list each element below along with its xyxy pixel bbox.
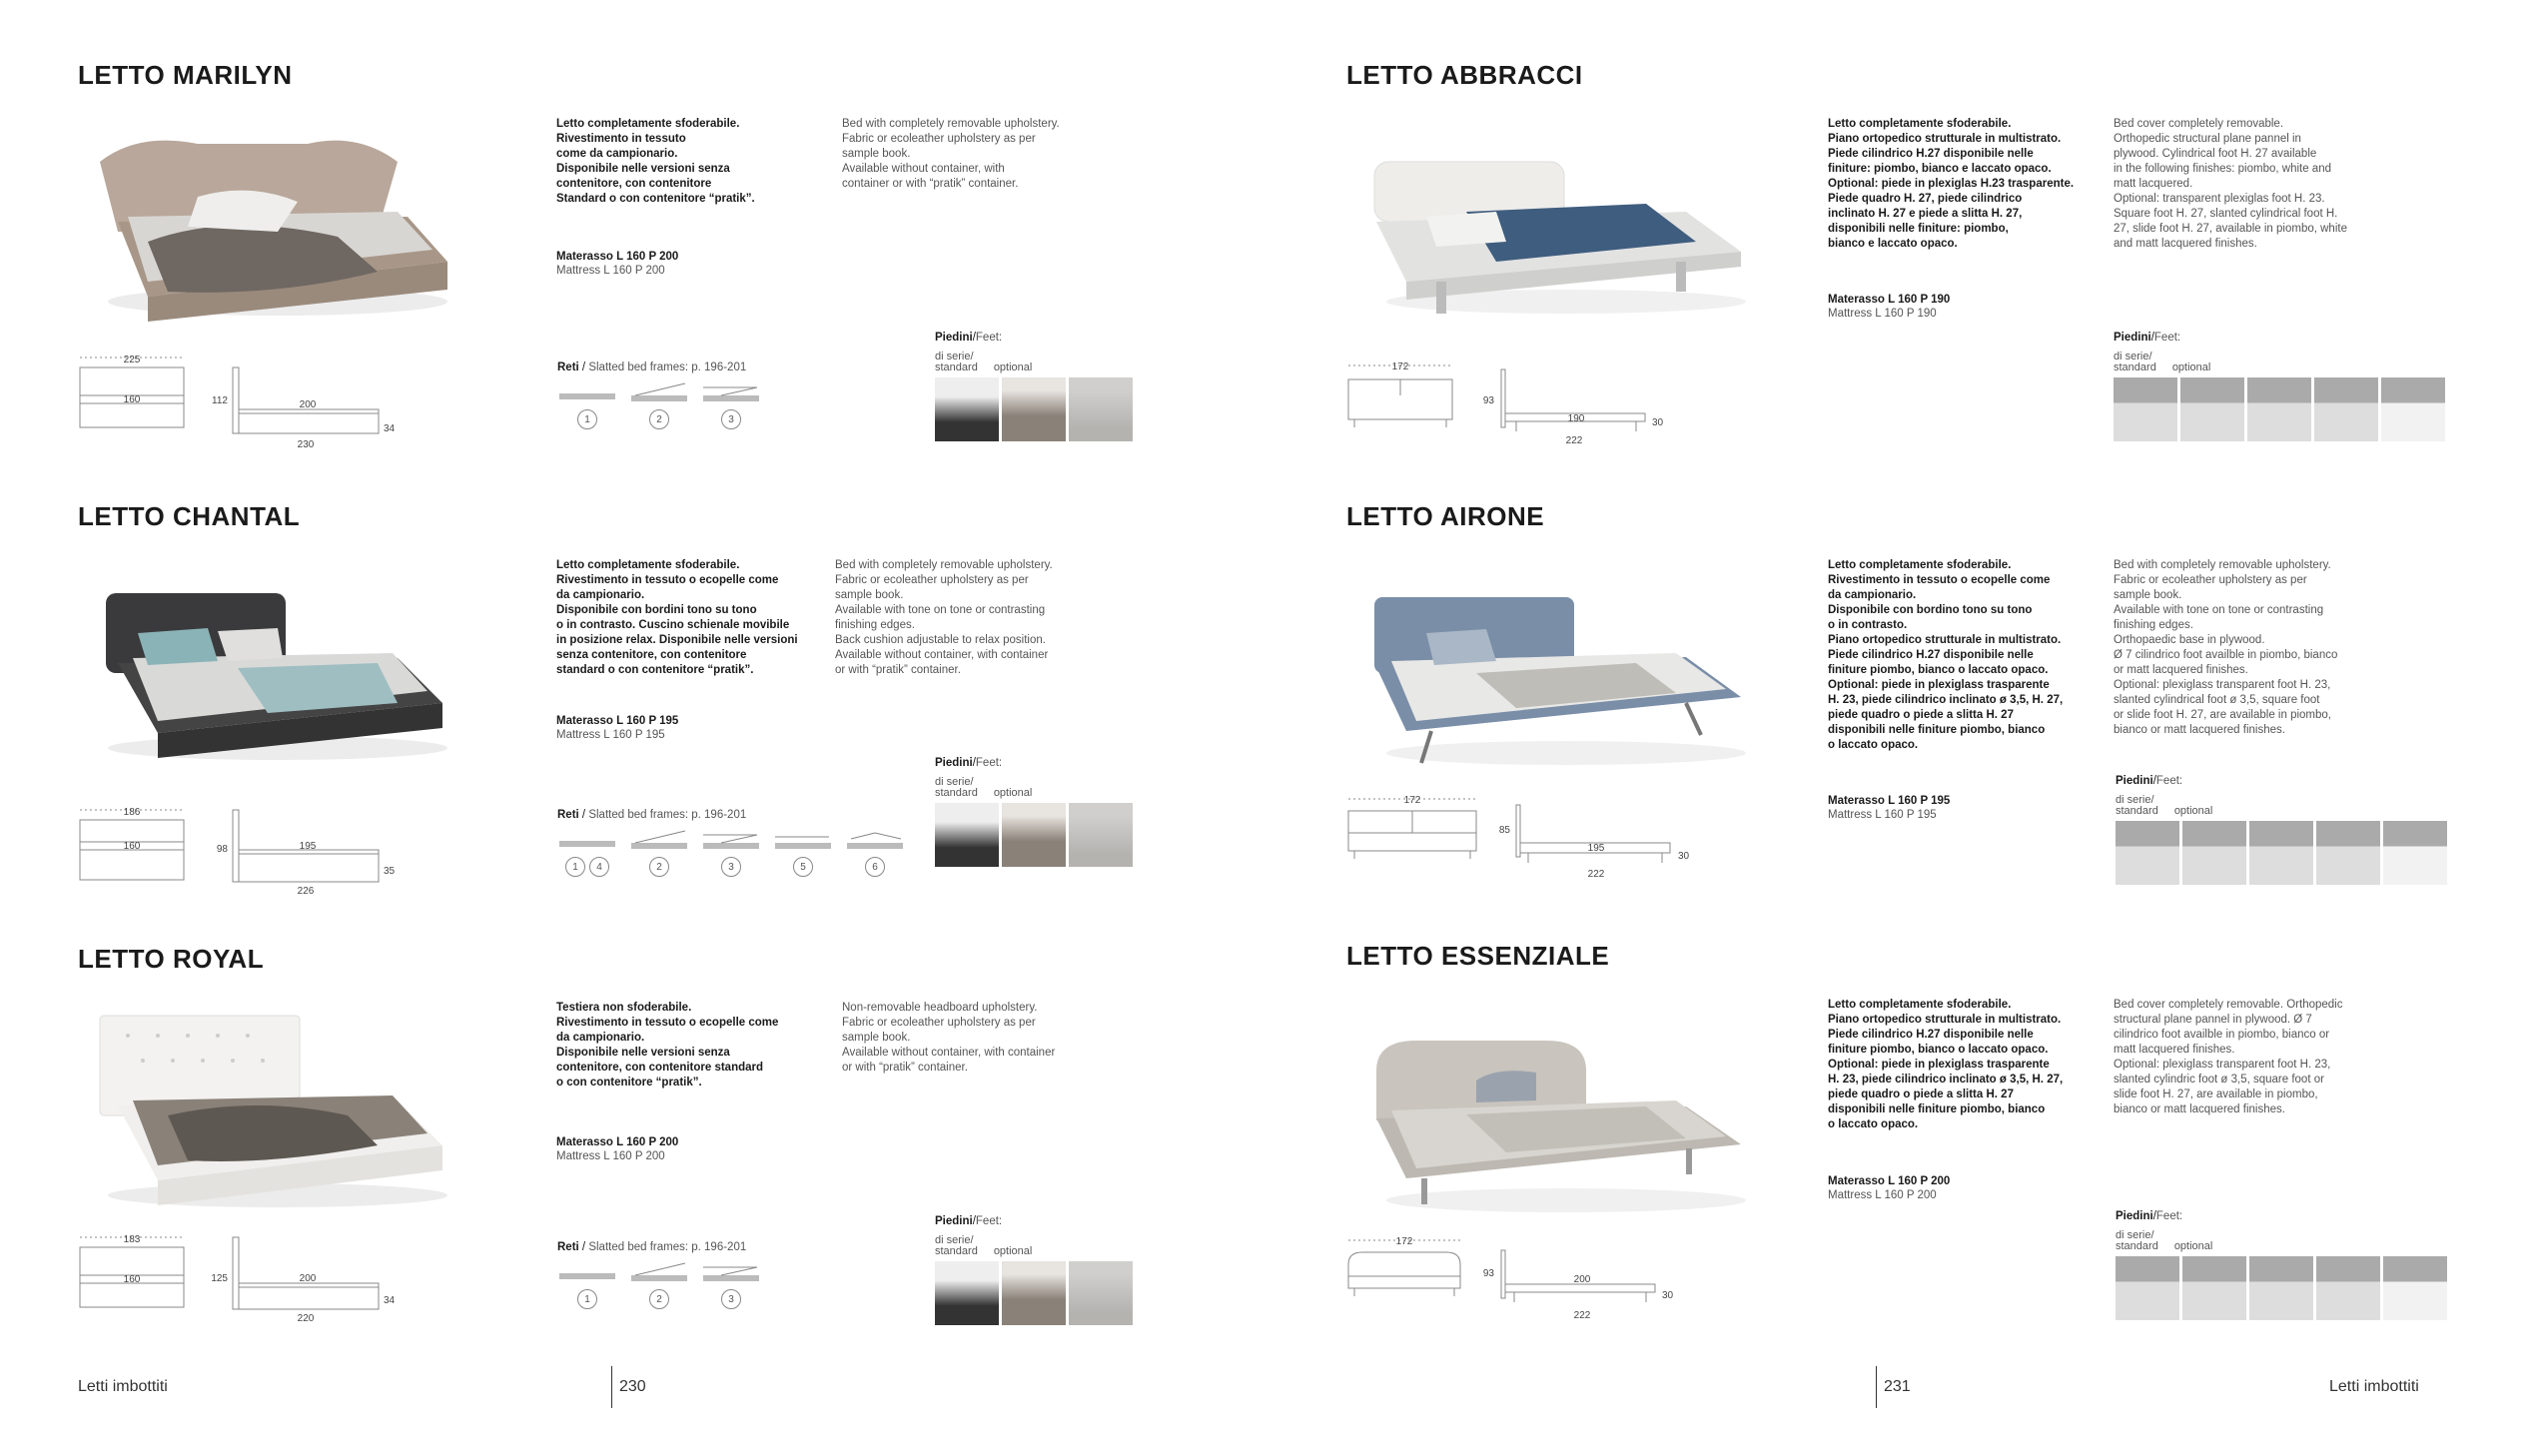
- frame-option: [845, 829, 905, 877]
- dim-inner-width: 160: [123, 841, 141, 852]
- foot-swatch-optional: [1002, 803, 1066, 867]
- product-title: LETTO AIRONE: [1346, 501, 1545, 531]
- feet-options: Piedini/Feet: di serie/ standard optional: [935, 1215, 1265, 1325]
- mattress-it: Materasso L 160 P 190: [1828, 294, 1951, 306]
- dim-side-height: 98: [216, 844, 228, 855]
- english-description: Bed with completely removable upholstery. Fabric or ecoleather upholstery as per sample book. Available with tone on tone or contrasting finishing edges. Back cushion adjustable to relax position. Available without container, with container or with “pratik” container.: [835, 559, 1053, 676]
- foot-swatch-standard: [2116, 1256, 2179, 1320]
- mattress-it: Materasso L 160 P 200: [1828, 1175, 1951, 1187]
- dimension-drawings: [1346, 793, 1746, 883]
- dim-side-inner: 200: [1573, 1274, 1591, 1285]
- frame-number: 1: [577, 1289, 597, 1309]
- mattress-en: Mattress L 160 P 195: [556, 729, 665, 741]
- feet-label: Piedini: [2116, 1210, 2153, 1222]
- bed-photo-chantal: [78, 563, 457, 773]
- feet-label-en: Feet:: [2155, 775, 2183, 787]
- page-number-left: 230: [619, 1378, 646, 1395]
- frame-option: [629, 829, 689, 877]
- foot-swatch-optional: [1002, 1261, 1066, 1325]
- feet-label-en: Feet:: [2153, 332, 2181, 344]
- product-title: LETTO ABBRACCI: [1346, 60, 1583, 90]
- dim-top-width: 186: [123, 807, 141, 818]
- feet-label: Piedini: [2114, 332, 2151, 344]
- frame-number: 4: [589, 857, 609, 877]
- dim-side-right: 35: [384, 866, 396, 877]
- dimension-drawings: [1346, 1232, 1746, 1322]
- feet-standard-label: di serie/ standard: [935, 351, 978, 373]
- bed-photo-royal: [78, 1006, 457, 1215]
- product-title: LETTO ROYAL: [78, 944, 265, 974]
- feet-standard-label: di serie/ standard: [2116, 794, 2158, 817]
- page-divider-left: [611, 1366, 612, 1408]
- dim-top-width: 172: [1403, 795, 1421, 806]
- foot-swatch-optional: [2383, 1256, 2447, 1320]
- product-title: LETTO ESSENZIALE: [1346, 941, 1610, 971]
- dim-side-length: 220: [297, 1313, 315, 1324]
- reti-text: Slatted bed frames: p. 196-201: [588, 809, 747, 821]
- dim-side-height: 85: [1498, 825, 1510, 836]
- mattress-en: Mattress L 160 P 190: [1828, 308, 1937, 320]
- bed-photo-marilyn: [78, 122, 457, 332]
- mattress-info: [1828, 293, 1950, 321]
- mattress-info: [556, 1135, 678, 1163]
- frame-option: [701, 1261, 761, 1309]
- frame-option: [557, 829, 617, 877]
- reti-text: Slatted bed frames: p. 196-201: [588, 362, 747, 373]
- dim-side-inner: 195: [299, 841, 317, 852]
- foot-swatch-optional: [2383, 821, 2447, 885]
- frame-number: 3: [721, 1289, 741, 1309]
- foot-swatch-optional: [1069, 803, 1133, 867]
- foot-swatch-optional: [2182, 821, 2246, 885]
- dim-side-length: 222: [1573, 1310, 1591, 1321]
- english-description: Bed cover completely removable. Orthopedic structural plane pannel in plywood. Ø 7 cilindrico foot availble in piombo, bianco or matt lacquered finishes. Optional: plexiglass transparent foot H. 23, slanted cylindric foot ø 3,5, square foot or slide foot H. 27, are available in piombo, bianco or matt lacquered finishes.: [2114, 999, 2343, 1115]
- reti-label: Reti: [557, 1241, 579, 1253]
- foot-swatch-standard: [935, 1261, 999, 1325]
- page-number-right: 231: [1884, 1378, 1911, 1395]
- product-chantal: [78, 501, 1276, 921]
- mattress-en: Mattress L 160 P 195: [1828, 809, 1937, 821]
- feet-standard-label: di serie/ standard: [935, 1234, 978, 1257]
- frame-number: 2: [649, 1289, 669, 1309]
- dim-side-height: 93: [1482, 395, 1494, 406]
- dim-top-width: 183: [123, 1234, 141, 1245]
- frame-number: 6: [865, 857, 885, 877]
- italian-description: Letto completamente sfoderabile. Rivestimento in tessuto o ecopelle come da campionario. Disponibile con bordino tono su tono o in contrasto. Piano ortopedico strutturale in multistrato. Piede cilindrico H.27 disponibile nelle finiture piombo, bianco o laccato opaco. Optional: piede in plexiglass trasparente H. 23, piede cilindrico inclinato ø 3,5, H. 27, piede quadro o piede a slitta H. 27 disponibili nelle finiture piombo, bianco o laccato opaco.: [1828, 559, 2064, 751]
- foot-swatch-optional: [1002, 377, 1066, 441]
- dim-side-length: 226: [297, 886, 315, 897]
- foot-swatch-optional: [1069, 377, 1133, 441]
- feet-optional-label: optional: [993, 1245, 1033, 1257]
- product-abbracci: [1346, 60, 2545, 479]
- dim-side-inner: 190: [1567, 413, 1585, 424]
- feet-options: Piedini/Feet: di serie/ standard optional: [935, 757, 1265, 867]
- feet-label: Piedini: [935, 1215, 973, 1227]
- english-description: Non-removable headboard upholstery. Fabric or ecoleather upholstery as per sample book. Available without container, with container or with “pratik” container.: [842, 1002, 1056, 1074]
- reti-label: Reti: [557, 809, 579, 821]
- frame-number: 2: [649, 857, 669, 877]
- dim-side-height: 112: [212, 395, 228, 406]
- frame-option: [701, 381, 761, 429]
- feet-label: Piedini: [935, 757, 973, 769]
- slatted-frames: Reti / Slatted bed frames: p. 196-201 1 4 2 3 5 6: [557, 809, 917, 877]
- frame-number: 2: [649, 409, 669, 429]
- dim-side-height: 93: [1482, 1268, 1494, 1279]
- foot-swatch-standard: [2114, 377, 2177, 441]
- slatted-frames: Reti / Slatted bed frames: p. 196-201 1 2 3: [557, 1241, 877, 1309]
- frame-number: 3: [721, 857, 741, 877]
- frame-option: [773, 829, 833, 877]
- footer-section-left: Letti imbottiti: [78, 1378, 168, 1395]
- dim-side-inner: 200: [299, 1273, 317, 1284]
- dim-side-inner: 195: [1587, 843, 1605, 854]
- mattress-it: Materasso L 160 P 195: [556, 715, 679, 727]
- reti-text: Slatted bed frames: p. 196-201: [588, 1241, 747, 1253]
- product-title: LETTO CHANTAL: [78, 501, 301, 531]
- dim-side-right: 30: [1662, 1290, 1674, 1301]
- feet-optional-label: optional: [993, 362, 1033, 373]
- feet-optional-label: optional: [993, 787, 1033, 799]
- frame-option: [701, 829, 761, 877]
- mattress-en: Mattress L 160 P 200: [556, 1150, 665, 1162]
- feet-optional-label: optional: [2171, 362, 2211, 373]
- frame-number: 3: [721, 409, 741, 429]
- italian-description: Letto completamente sfoderabile. Piano ortopedico strutturale in multistrato. Piede cilindrico H.27 disponibile nelle finiture piombo, bianco o laccato opaco. Optional: piede in plexiglass trasparente H. 23, piede cilindrico inclinato ø 3,5, H. 27, piede quadro o piede a slitta H. 27 disponibili nelle finiture piombo, bianco o laccato opaco.: [1828, 999, 2064, 1130]
- english-description: Bed cover completely removable. Orthopedic structural plane pannel in plywood. Cylindrical foot H. 27 available in the following finishes: piombo, white and matt lacquered. Optional: transparent plexiglas foot H. 23. Square foot H. 27, slanted cylindrical foot H. 27, slide foot H. 27, available in piombo, white and matt lacquered finishes.: [2114, 118, 2347, 250]
- dim-side-right: 30: [1652, 417, 1664, 428]
- foot-swatch-optional: [2381, 377, 2445, 441]
- italian-description: Letto completamente sfoderabile. Rivestimento in tessuto come da campionario. Disponibile nelle versioni senza contenitore, con contenitore Standard o con contenitore “pratik”.: [556, 118, 755, 205]
- mattress-info: [556, 250, 678, 278]
- italian-description: Letto completamente sfoderabile. Piano ortopedico strutturale in multistrato. Piede cilindrico H.27 disponibile nelle finiture: piombo, bianco e laccato opaco. Optional: piede in plexiglas H.23 trasparente. Piede quadro H. 27, piede cilindrico inclinato H. 27 e piede a slitta H. 27, disponibili nelle finiture: piombo, bianco e laccato opaco.: [1828, 118, 2075, 250]
- dim-top-width: 172: [1395, 1236, 1413, 1247]
- foot-swatch-optional: [2247, 377, 2311, 441]
- mattress-en: Mattress L 160 P 200: [1828, 1189, 1937, 1201]
- english-description: Bed with completely removable upholstery. Fabric or ecoleather upholstery as per sample book. Available with tone on tone or contrasting finishing edges. Orthopaedic base in plywood. Ø 7 cilindrico foot availble in piombo, bianco or matt lacquered finishes. Optional: plexiglass transparent foot H. 23, slanted cylindrical foot ø 3,5, square foot or slide foot H. 27, are available in piombo, bianco or matt lacquered finishes.: [2114, 559, 2338, 736]
- product-marilyn: [78, 60, 1276, 479]
- dimension-drawings: [1346, 356, 1746, 445]
- bed-photo-essenziale: [1346, 1011, 1756, 1220]
- mattress-it: Materasso L 160 P 200: [556, 1136, 679, 1148]
- feet-optional-label: optional: [2173, 805, 2213, 817]
- product-title: LETTO MARILYN: [78, 60, 293, 90]
- frame-option: [557, 1261, 617, 1309]
- foot-swatch-optional: [2316, 821, 2380, 885]
- foot-swatch-standard: [935, 377, 999, 441]
- dim-side-length: 230: [297, 439, 315, 450]
- frame-number: 1: [577, 409, 597, 429]
- product-airone: [1346, 501, 2545, 921]
- mattress-en: Mattress L 160 P 200: [556, 265, 665, 277]
- dim-top-width: 172: [1391, 362, 1409, 372]
- frame-number: 1: [565, 857, 585, 877]
- feet-label-en: Feet:: [975, 332, 1003, 344]
- frame-option: [629, 381, 689, 429]
- italian-description: Letto completamente sfoderabile. Rivestimento in tessuto o ecopelle come da campionario. Disponibile con bordini tono su tono o in contrasto. Cuscino schienale movibile in posizione relax. Disponibile nelle versioni senza contenitore, con contenitore standard o con contenitore “pratik”.: [556, 559, 798, 676]
- english-description: Bed with completely removable upholstery. Fabric or ecoleather upholstery as per sample book. Available without container, with container or with “pratik” container.: [842, 118, 1060, 190]
- frame-option: [629, 1261, 689, 1309]
- foot-swatch-optional: [2316, 1256, 2380, 1320]
- mattress-it: Materasso L 160 P 200: [556, 251, 679, 263]
- foot-swatch-optional: [2180, 377, 2244, 441]
- feet-label: Piedini: [2116, 775, 2153, 787]
- feet-standard-label: di serie/ standard: [935, 776, 978, 799]
- italian-description: Testiera non sfoderabile. Rivestimento in tessuto o ecopelle come da campionario. Disponibile nelle versioni senza contenitore, con contenitore standard o con contenitore “pratik”.: [556, 1002, 779, 1089]
- foot-swatch-optional: [2314, 377, 2378, 441]
- feet-label-en: Feet:: [975, 1215, 1003, 1227]
- mattress-it: Materasso L 160 P 195: [1828, 795, 1951, 807]
- dim-side-height: 125: [211, 1273, 228, 1284]
- foot-swatch-optional: [1069, 1261, 1133, 1325]
- dim-inner-width: 160: [123, 1274, 141, 1285]
- mattress-info: [1828, 1174, 1950, 1202]
- reti-label: Reti: [557, 362, 579, 373]
- top-view-drawing: [80, 358, 184, 427]
- dim-side-length: 222: [1587, 869, 1605, 880]
- foot-swatch-standard: [935, 803, 999, 867]
- dim-top-width: 225: [123, 355, 141, 365]
- bed-photo-abbracci: [1346, 122, 1756, 332]
- foot-swatch-optional: [2249, 1256, 2313, 1320]
- feet-options: Piedini/Feet: di serie/ standard optional: [2114, 332, 2473, 441]
- foot-swatch-standard: [2116, 821, 2179, 885]
- mattress-info: [556, 714, 678, 742]
- feet-options: Piedini/Feet: di serie/ standard optional: [935, 332, 1265, 441]
- feet-options: Piedini/Feet: di serie/ standard optional: [2116, 775, 2475, 885]
- foot-swatch-optional: [2249, 821, 2313, 885]
- feet-standard-label: di serie/ standard: [2114, 351, 2156, 373]
- dim-side-inner: 200: [299, 399, 317, 410]
- dim-side-length: 222: [1565, 435, 1583, 446]
- feet-standard-label: di serie/ standard: [2116, 1229, 2158, 1252]
- frame-option: [557, 381, 617, 429]
- feet-label-en: Feet:: [2155, 1210, 2183, 1222]
- feet-label: Piedini: [935, 332, 973, 344]
- dim-side-right: 34: [384, 423, 396, 434]
- dimension-drawings: [78, 804, 477, 897]
- frame-number: 5: [793, 857, 813, 877]
- product-royal: [78, 944, 1276, 1363]
- feet-label-en: Feet:: [975, 757, 1003, 769]
- mattress-info: [1828, 794, 1950, 822]
- dim-side-right: 34: [384, 1295, 396, 1306]
- dimension-drawings: [78, 1231, 477, 1324]
- footer-section-right: Letti imbottiti: [2329, 1378, 2419, 1395]
- dimension-drawings: [78, 352, 477, 450]
- slatted-frames: Reti / Slatted bed frames: p. 196-201 1 2 3: [557, 362, 877, 429]
- foot-swatch-optional: [2182, 1256, 2246, 1320]
- feet-options: Piedini/Feet: di serie/ standard optional: [2116, 1210, 2475, 1320]
- dim-side-right: 30: [1678, 851, 1690, 862]
- product-essenziale: [1346, 941, 2545, 1360]
- feet-optional-label: optional: [2173, 1240, 2213, 1252]
- page-divider-right: [1876, 1366, 1877, 1408]
- dim-inner-width: 160: [123, 394, 141, 405]
- bed-photo-airone: [1346, 563, 1756, 773]
